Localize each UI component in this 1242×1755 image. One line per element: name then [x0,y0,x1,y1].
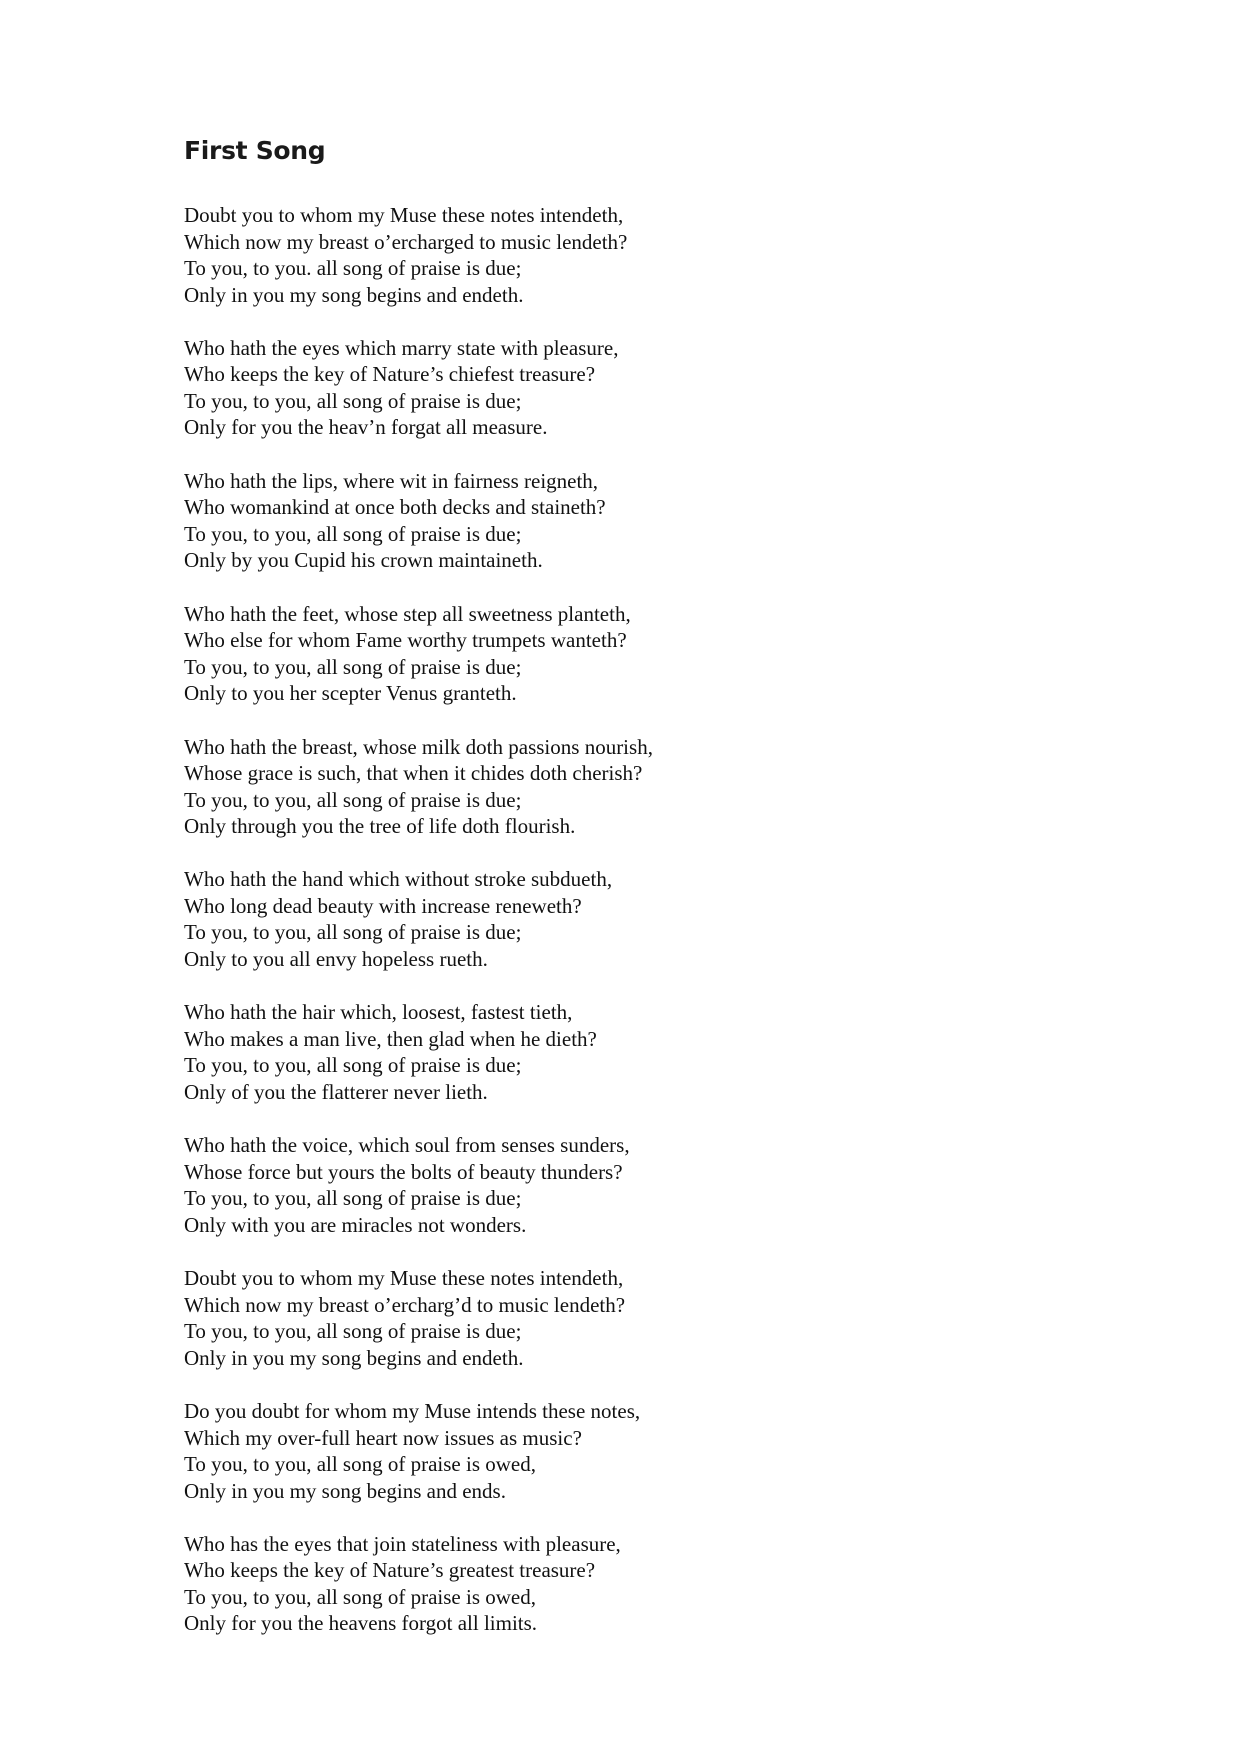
poem-line: To you, to you, all song of praise is due; [184,920,522,945]
poem-line: Who hath the lips, where wit in fairness reigneth, [184,468,599,493]
poem-line: To you, to you, all song of praise is due; [184,388,522,413]
poem-line: Only through you the tree of life doth flourish. [184,814,576,839]
stanza [184,335,1084,441]
poem-line: Only by you Cupid his crown maintaineth. [184,548,543,573]
poem-line: Which my over-full heart now issues as music? [184,1425,582,1450]
stanza [184,1265,1084,1371]
poem-line: Who makes a man live, then glad when he dieth? [184,1026,597,1051]
poem-line: Only in you my song begins and endeth. [184,1345,524,1370]
poem-line: To you, to you, all song of praise is due; [184,654,522,679]
stanza [184,1132,1084,1238]
poem-line: Only for you the heav’n forgat all measure. [184,415,548,440]
poem-line: To you, to you, all song of praise is due; [184,1053,522,1078]
stanza [184,999,1084,1105]
poem-line: Doubt you to whom my Muse these notes intendeth, [184,203,624,227]
poem-line: To you, to you, all song of praise is owed, [184,1452,536,1477]
poem-line: Who hath the hair which, loosest, fastest tieth, [184,1000,573,1025]
poem-line: Only in you my song begins and ends. [184,1478,506,1503]
stanza [184,601,1084,707]
poem-line: Whose grace is such, that when it chides doth cherish? [184,761,643,786]
page-title: First Song [184,136,326,165]
stanza [184,734,1084,840]
poem-line: Only with you are miracles not wonders. [184,1212,527,1237]
stanza [184,866,1084,972]
poem-line: Only to you all envy hopeless rueth. [184,946,488,971]
poem-line: Only of you the flatterer never lieth. [184,1079,488,1104]
poem-line: To you, to you, all song of praise is due; [184,521,522,546]
poem-line: Whose force but yours the bolts of beauty thunders? [184,1159,623,1184]
poem-line: Which now my breast o’ercharg’d to music lendeth? [184,1292,626,1317]
poem-line: Who has the eyes that join stateliness with pleasure, [184,1531,621,1556]
poem-body [184,202,1084,1664]
poem-line: Which now my breast o’ercharged to music lendeth? [184,229,628,254]
poem-line: Only in you my song begins and endeth. [184,282,524,307]
stanza [184,1398,1084,1504]
poem-line: Do you doubt for whom my Muse intends these notes, [184,1399,641,1424]
poem-line: To you, to you, all song of praise is due; [184,787,522,812]
poem-line: To you, to you. all song of praise is due; [184,256,522,280]
poem-line: Who hath the hand which without stroke subdueth, [184,867,613,892]
stanza [184,1531,1084,1637]
poem-line: To you, to you, all song of praise is due; [184,1319,522,1344]
poem-line: Who womankind at once both decks and staineth? [184,495,606,520]
stanza [184,202,1084,308]
poem-line: Who keeps the key of Nature’s greatest treasure? [184,1558,596,1583]
poem-line: To you, to you, all song of praise is owed, [184,1584,536,1609]
poem-line: Only to you her scepter Venus granteth. [184,681,517,706]
poem-line: To you, to you, all song of praise is due; [184,1186,522,1211]
poem-line: Who keeps the key of Nature’s chiefest treasure? [184,362,596,387]
poem-line: Who hath the voice, which soul from senses sunders, [184,1133,630,1158]
poem-line: Only for you the heavens forgot all limits. [184,1611,538,1636]
poem-line: Who long dead beauty with increase reneweth? [184,893,582,918]
poem-line: Who else for whom Fame worthy trumpets wanteth? [184,628,627,653]
poem-line: Doubt you to whom my Muse these notes intendeth, [184,1266,624,1291]
poem-line: Who hath the eyes which marry state with pleasure, [184,335,619,360]
poem-line: Who hath the breast, whose milk doth passions nourish, [184,734,653,759]
poem-line: Who hath the feet, whose step all sweetness planteth, [184,601,631,626]
stanza [184,468,1084,574]
